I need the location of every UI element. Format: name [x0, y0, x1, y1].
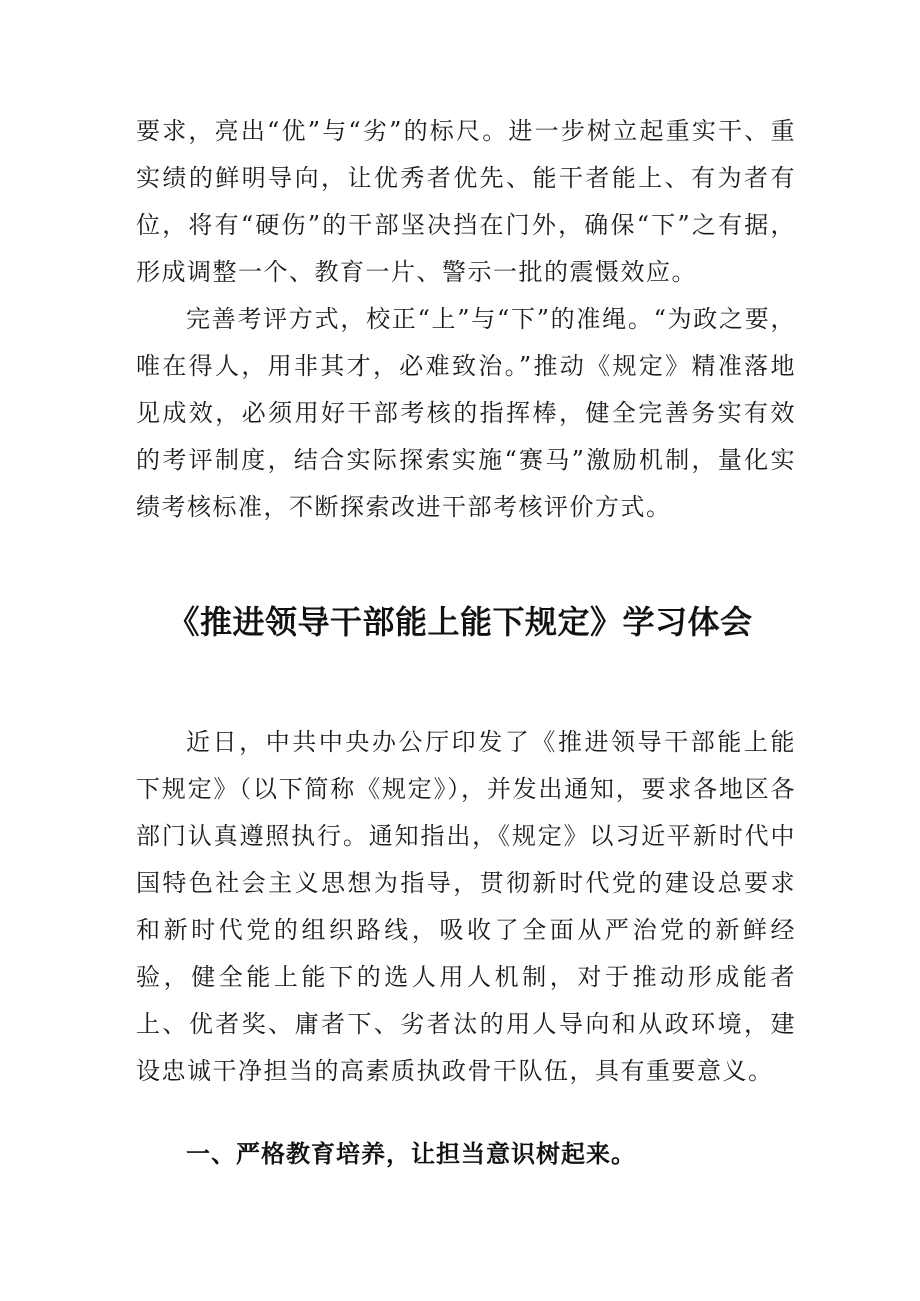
evaluation-paragraph: 完善考评方式，校正“上”与“下”的准绳。“为政之要，唯在得人，用非其才，必难致治。”推动《规定》精准落地见成效，必须用好干部考核的指挥棒，健全完善务实有效的考评制度，结合实际探索实施“赛马”激励机制，量化实绩考核标准，不断探索改进干部考核评价方式。	[136, 305, 796, 521]
intro-paragraph: 近日，中共中央办公厅印发了《推进领导干部能上能下规定》（以下简称《规定》），并发出通知，要求各地区各部门认真遵照执行。通知指出，《规定》以习近平新时代中国特色社会主义思想为指导，贯彻新时代党的建设总要求和新时代党的组织路线，吸收了全面从严治党的新鲜经验，健全能上能下的选人用人机制，对于推动形成能者上、优者奖、庸者下、劣者汰的用人导向和从政环境，建设忠诚干净担当的高素质执政骨干队伍，具有重要意义。	[136, 728, 796, 1085]
section-heading: 一、严格教育培养，让担当意识树起来。	[186, 1140, 636, 1168]
continued-paragraph: 要求，亮出“优”与“劣”的标尺。进一步树立起重实干、重实绩的鲜明导向，让优秀者优先、能干者能上、有为者有位，将有“硬伤”的干部坚决挡在门外，确保“下”之有据，形成调整一个、教育一片、警示一批的震慑效应。	[136, 117, 796, 286]
article-title: 《推进领导干部能上能下规定》学习体会	[167, 603, 753, 641]
